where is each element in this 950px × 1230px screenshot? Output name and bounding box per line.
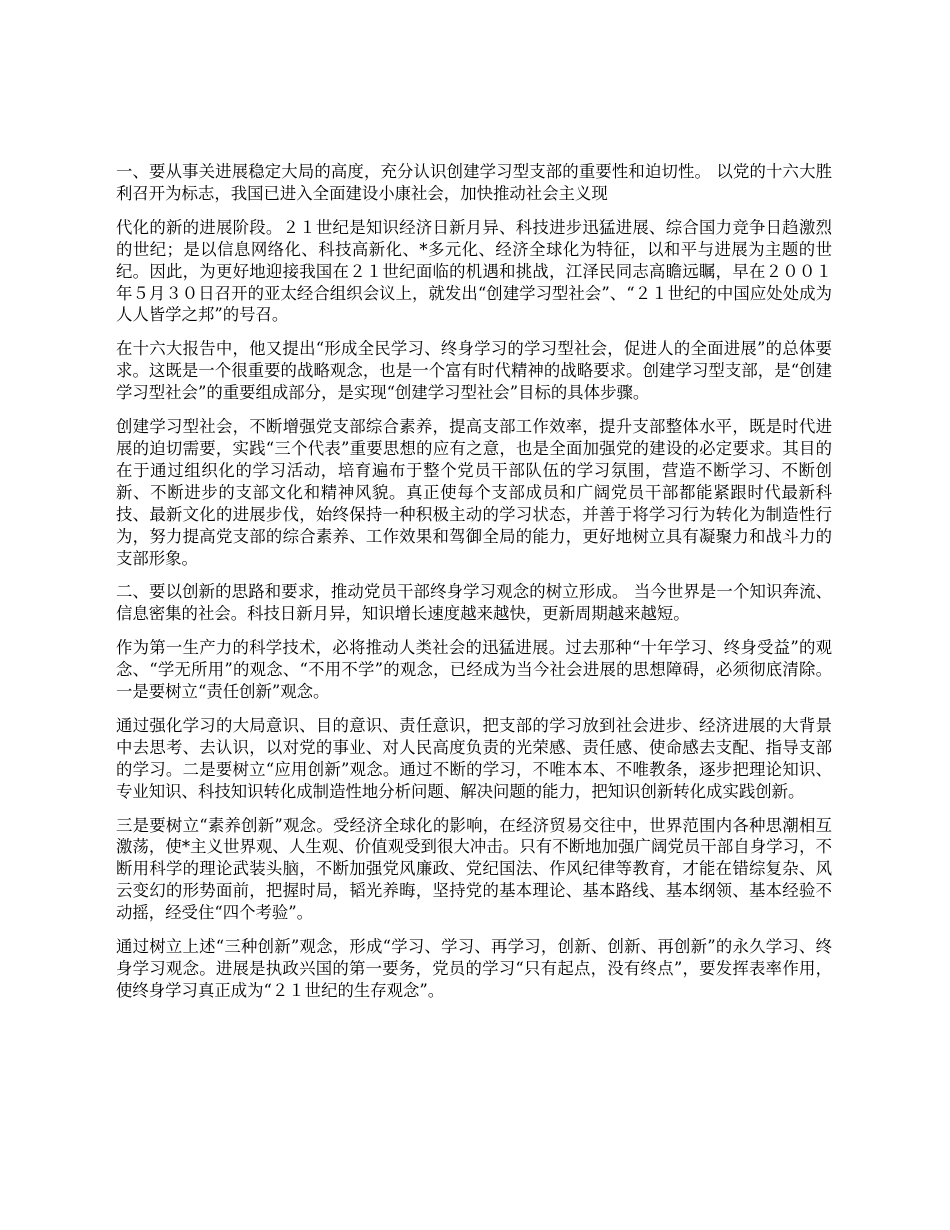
paragraph-6: 作为第一生产力的科学技术，必将推动人类社会的迅猛进展。过去那种“十年学习、终身受益”的观念、“学无所用”的观念、“不用不学”的观念，已经成为当今社会进展的思想障碍，必须彻底清除。一是要树立“责任创新”观念。 bbox=[116, 638, 832, 702]
paragraph-3: 在十六大报告中，他又提出“形成全民学习、终身学习的学习型社会，促进人的全面进展”的总体要求。这既是一个很重要的战略观念，也是一个富有时代精神的战略要求。创建学习型支部，是“创建学习型社会”的重要组成部分，是实现“创建学习型社会”目标的具体步骤。 bbox=[116, 339, 832, 403]
paragraph-2: 代化的新的进展阶段。２１世纪是知识经济日新月异、科技进步迅猛进展、综合国力竞争日趋激烈的世纪；是以信息网络化、科技高新化、*多元化、经济全球化为特征，以和平与进展为主题的世纪。因此，为更好地迎接我国在２１世纪面临的机遇和挑战，江泽民同志高瞻远瞩，早在２００１年５月３０日召开的亚太经合组织会议上，就发出“创建学习型社会”、“２１世纪的中国应处处成为人人皆学之邦”的号召。 bbox=[116, 217, 832, 325]
paragraph-8: 三是要树立“素养创新”观念。受经济全球化的影响，在经济贸易交往中，世界范围内各种思潮相互激荡，使*主义世界观、人生观、价值观受到很大冲击。只有不断地加强广阔党员干部自身学习，不断用科学的理论武装头脑，不断加强党风廉政、党纪国法、作风纪律等教育，才能在错综复杂、风云变幻的形势面前，把握时局，韬光养晦，坚持党的基本理论、基本路线、基本纲领、基本经验不动摇，经受住“四个考验”。 bbox=[116, 815, 832, 923]
paragraph-4: 创建学习型社会，不断增强党支部综合素养，提高支部工作效率，提升支部整体水平，既是时代进展的迫切需要，实践“三个代表”重要思想的应有之意，也是全面加强党的建设的必定要求。其目的在于通过组织化的学习活动，培育遍布于整个党员干部队伍的学习氛围，营造不断学习、不断创新、不断进步的支部文化和精神风貌。真正使每个支部成员和广阔党员干部都能紧跟时代最新科技、最新文化的进展步伐，始终保持一种积极主动的学习状态，并善于将学习行为转化为制造性行为，努力提高党支部的综合素养、工作效果和驾御全局的能力，更好地树立具有凝聚力和战斗力的支部形象。 bbox=[116, 417, 832, 568]
paragraph-5: 二、要以创新的思路和要求，推动党员干部终身学习观念的树立形成。 当今世界是一个知识奔流、信息密集的社会。科技日新月异，知识增长速度越来越快，更新周期越来越短。 bbox=[116, 582, 832, 624]
paragraph-7: 通过强化学习的大局意识、目的意识、责任意识，把支部的学习放到社会进步、经济进展的大背景中去思考、去认识，以对党的事业、对人民高度负责的光荣感、责任感、使命感去支配、指导支部的学习。二是要树立“应用创新”观念。通过不断的学习，不唯本本、不唯教条，逐步把理论知识、专业知识、科技知识转化成制造性地分析问题、解决问题的能力，把知识创新转化成实践创新。 bbox=[116, 715, 832, 801]
paragraph-9: 通过树立上述“三种创新”观念，形成“学习、学习、再学习，创新、创新、再创新”的永久学习、终身学习观念。进展是执政兴国的第一要务，党员的学习“只有起点，没有终点”，要发挥表率作用，使终身学习真正成为“２１世纪的生存观念”。 bbox=[116, 937, 832, 1000]
document-body bbox=[116, 161, 832, 1014]
paragraph-1: 一、要从事关进展稳定大局的高度，充分认识创建学习型支部的重要性和迫切性。 以党的十六大胜利召开为标志，我国已进入全面建设小康社会，加快推动社会主义现 bbox=[116, 162, 832, 203]
